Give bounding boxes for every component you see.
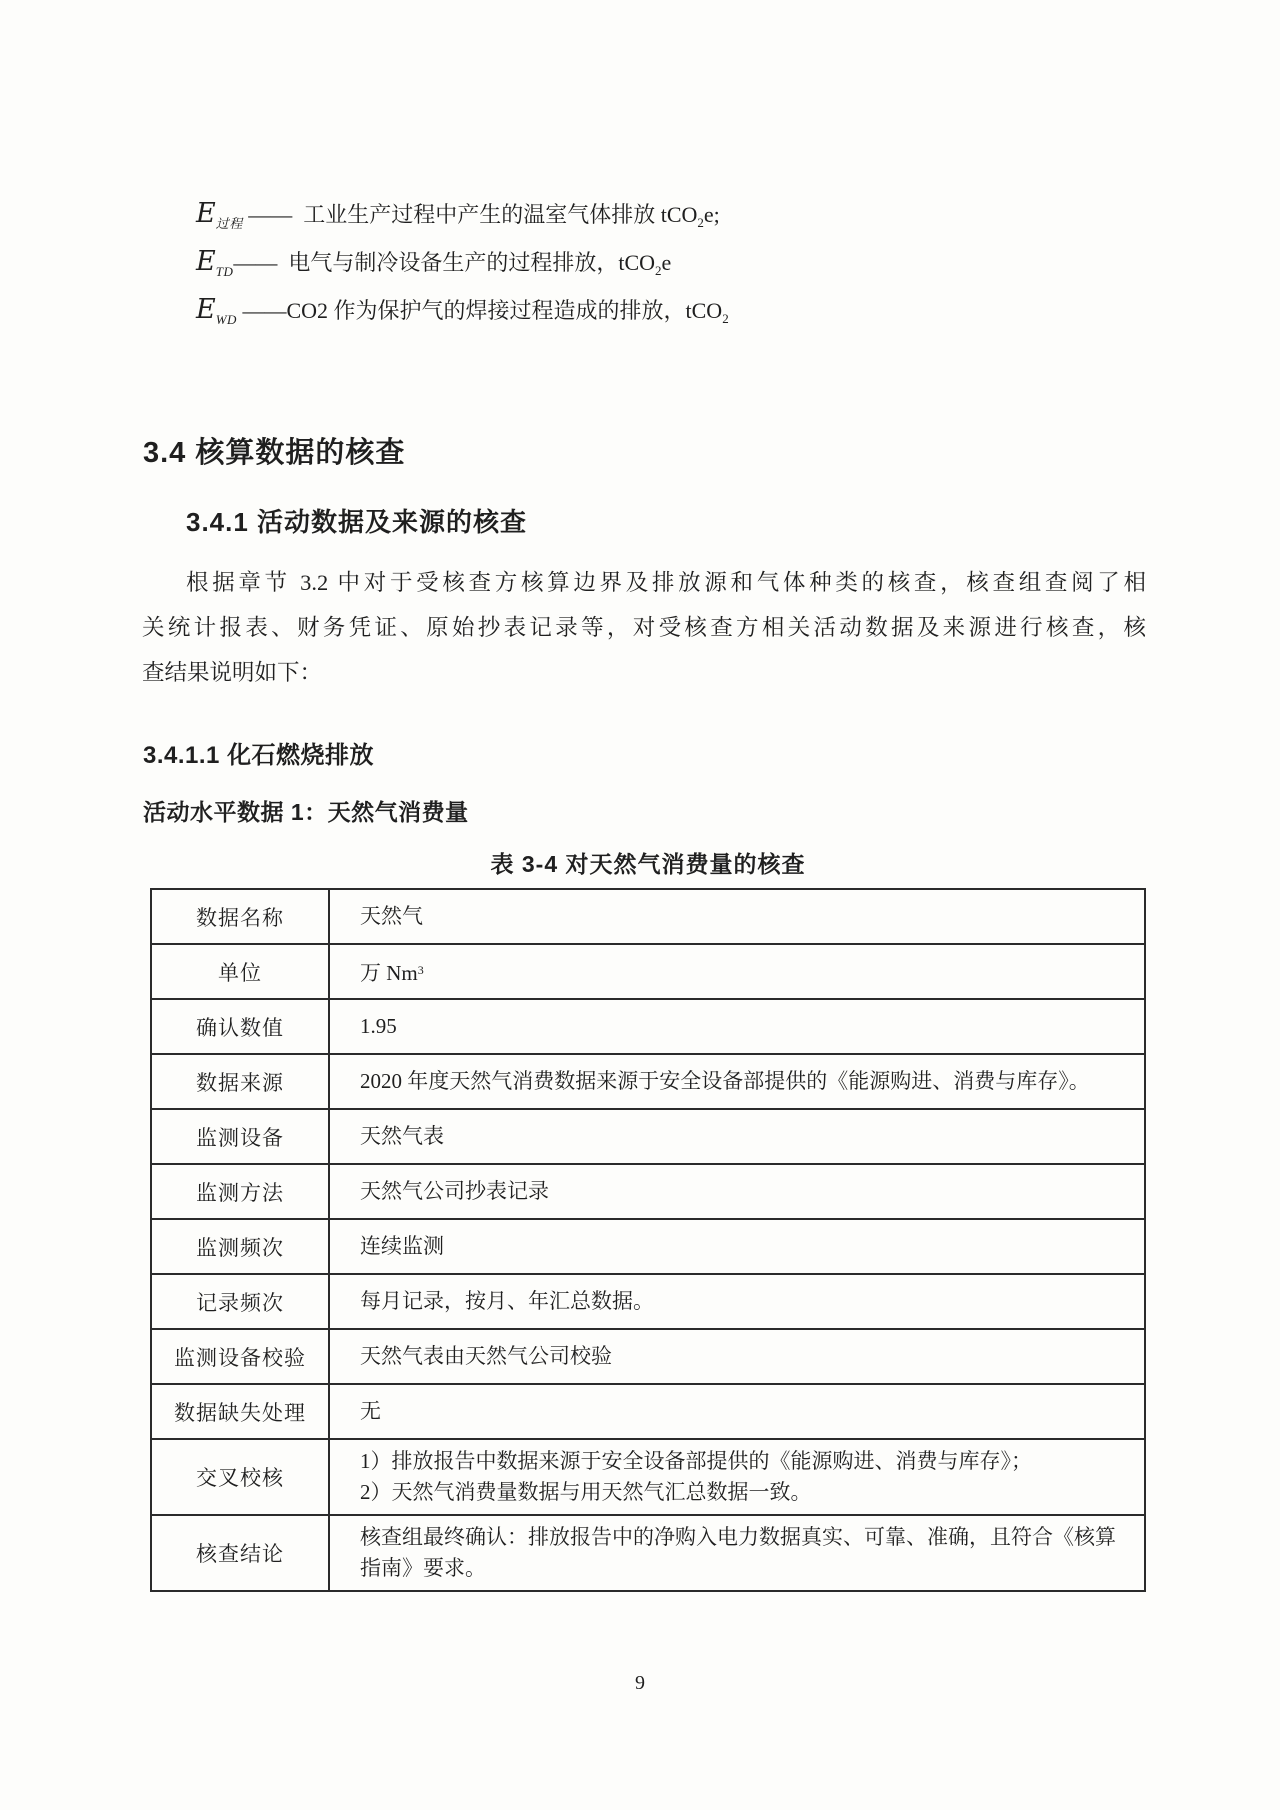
row-value-text: 天然气公司抄表记录 <box>360 1179 549 1203</box>
formula-tail: e; <box>703 202 720 227</box>
row-value-text: 核查组最终确认：排放报告中的净购入电力数据真实、可靠、准确，且符合《核算指南》要求。 <box>360 1525 1116 1580</box>
paragraph-line: 根据章节 3.2 中对于受核查方核算边界及排放源和气体种类的核查，核查组查阅了相 <box>186 570 1146 595</box>
row-value <box>330 1275 1144 1328</box>
table-row-confirmed-value <box>152 1000 1144 1055</box>
row-value-text: 天然气表由天然气公司校验 <box>360 1344 612 1368</box>
formula-text: —— 电气与制冷设备生产的过程排放，tCO <box>233 250 656 275</box>
co2-subscript: 2 <box>697 215 704 230</box>
row-value-line: 1）排放报告中数据来源于安全设备部提供的《能源购进、消费与库存》； <box>360 1449 1032 1473</box>
formula-symbol: E <box>196 294 216 325</box>
row-label: 数据缺失处理 <box>152 1385 330 1438</box>
co2-subscript: 2 <box>655 263 662 278</box>
row-label: 监测设备 <box>152 1110 330 1163</box>
row-label: 监测设备校验 <box>152 1330 330 1383</box>
row-value-text: 连续监测 <box>360 1234 444 1258</box>
row-value-text: 每月记录，按月、年汇总数据。 <box>360 1289 654 1313</box>
table-row-recording-frequency <box>152 1275 1144 1330</box>
verification-table <box>150 888 1146 1592</box>
formula-text: ——CO2 作为保护气的焊接过程造成的排放，tCO <box>236 298 723 323</box>
paragraph-line: 关统计报表、财务凭证、原始抄表记录等，对受核查方相关活动数据及来源进行核查，核 <box>142 615 1146 640</box>
section-heading-3-4-1: 3.4.1 活动数据及来源的核查 <box>186 507 528 537</box>
row-label: 记录频次 <box>152 1275 330 1328</box>
row-label: 监测方法 <box>152 1165 330 1218</box>
table-row-verification-conclusion <box>152 1516 1144 1590</box>
row-value <box>330 1440 1144 1514</box>
row-value <box>330 890 1144 943</box>
row-value <box>330 1165 1144 1218</box>
row-value-line: 2）天然气消费量数据与用天然气汇总数据一致。 <box>360 1480 812 1504</box>
row-label: 监测频次 <box>152 1220 330 1273</box>
table-row-monitoring-frequency <box>152 1220 1144 1275</box>
formula-symbol: E <box>196 198 216 229</box>
formula-line-process <box>196 190 729 238</box>
activity-data-label: 活动水平数据 1：天然气消费量 <box>143 799 469 825</box>
row-value <box>330 945 1144 998</box>
table-row-device-calibration <box>152 1330 1144 1385</box>
unit-superscript: 3 <box>417 962 424 977</box>
row-value-text: 天然气表 <box>360 1124 444 1148</box>
table-row-monitoring-device <box>152 1110 1144 1165</box>
formula-symbol: E <box>196 246 216 277</box>
formula-text: —— 工业生产过程中产生的温室气体排放 tCO <box>242 202 698 227</box>
row-value-text: 2020 年度天然气消费数据来源于安全设备部提供的《能源购进、消费与库存》。 <box>360 1069 1090 1093</box>
row-value <box>330 1000 1144 1053</box>
row-value <box>330 1516 1144 1590</box>
table-row-data-source <box>152 1055 1144 1110</box>
co2-subscript: 2 <box>722 311 729 326</box>
row-value <box>330 1385 1144 1438</box>
section-heading-3-4-1-1: 3.4.1.1 化石燃烧排放 <box>143 742 375 769</box>
row-value-text: 天然气 <box>360 904 423 928</box>
unit-text: 万 Nm <box>360 960 418 985</box>
row-value <box>330 1055 1144 1108</box>
row-label: 单位 <box>152 945 330 998</box>
formula-line-td <box>196 238 729 286</box>
formula-line-wd <box>196 286 729 334</box>
row-label: 交叉校核 <box>152 1440 330 1514</box>
formula-subscript: 过程 <box>215 216 243 231</box>
table-title: 表 3-4 对天然气消费量的核查 <box>490 851 806 877</box>
row-label: 核查结论 <box>152 1516 330 1590</box>
row-value <box>330 1220 1144 1273</box>
row-value <box>330 1110 1144 1163</box>
body-paragraph <box>142 560 1146 695</box>
page-number: 9 <box>635 1672 645 1694</box>
formula-subscript: WD <box>215 312 237 327</box>
row-label: 确认数值 <box>152 1000 330 1053</box>
row-label: 数据名称 <box>152 890 330 943</box>
formula-subscript: TD <box>215 264 234 279</box>
row-label: 数据来源 <box>152 1055 330 1108</box>
row-value <box>330 1330 1144 1383</box>
row-value-text <box>360 955 1130 989</box>
row-value-text: 1.95 <box>360 1014 397 1038</box>
table-row-monitoring-method <box>152 1165 1144 1220</box>
formula-tail: e <box>661 250 672 275</box>
table-row-data-name <box>152 890 1144 945</box>
paragraph-line: 查结果说明如下： <box>142 660 323 685</box>
table-row-cross-check <box>152 1440 1144 1516</box>
table-row-missing-data-handling <box>152 1385 1144 1440</box>
row-value-text: 无 <box>360 1399 381 1423</box>
formula-definitions <box>196 190 729 334</box>
table-row-unit <box>152 945 1144 1000</box>
section-heading-3-4: 3.4 核算数据的核查 <box>143 437 406 469</box>
